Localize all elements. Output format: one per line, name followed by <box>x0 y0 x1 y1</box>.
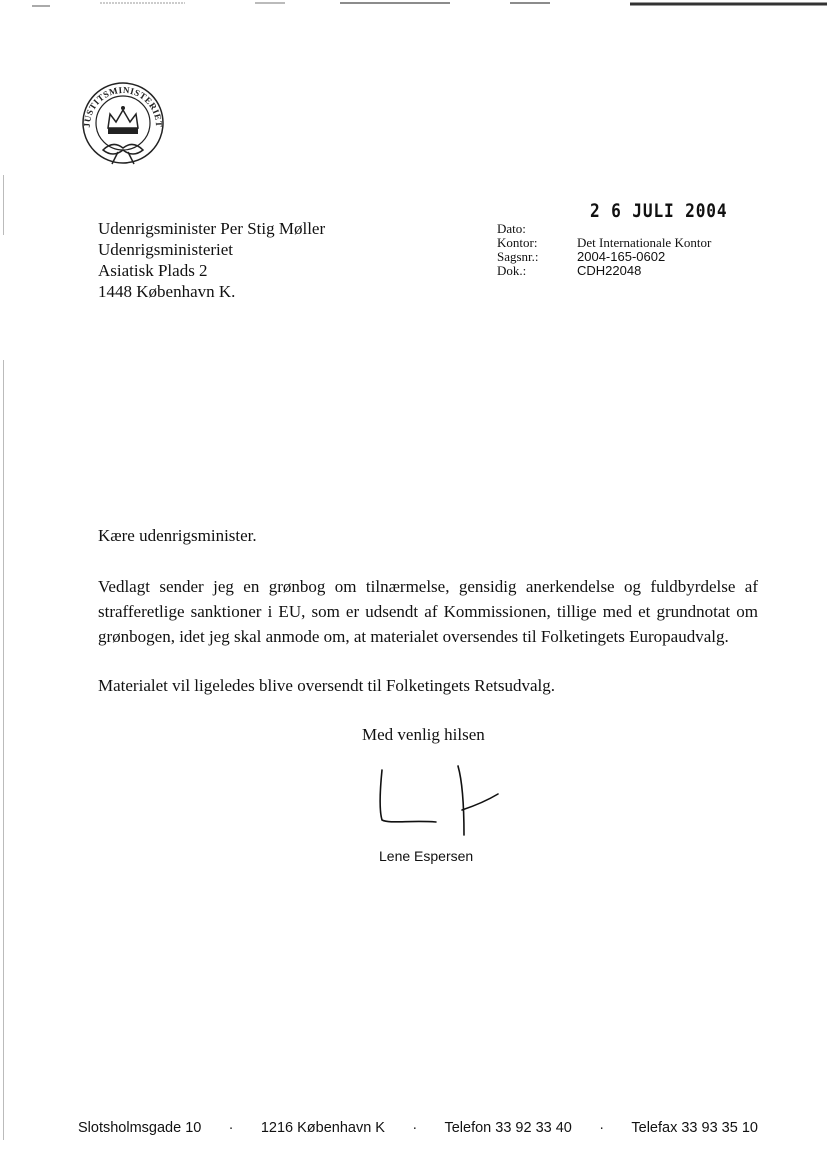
meta-label: Sagsnr.: <box>497 249 539 264</box>
meta-value: CDH22048 <box>577 263 642 278</box>
recipient-address <box>98 218 325 302</box>
meta-value: Det Internationale Kontor <box>577 235 712 250</box>
meta-row-case-number <box>497 250 711 264</box>
recipient-name: Udenrigsminister Per Stig Møller <box>98 219 326 238</box>
footer-city: 1216 København K <box>260 1120 385 1136</box>
recipient-street: Asiatisk Plads 2 <box>98 261 208 280</box>
scan-margin-line <box>3 175 4 235</box>
svg-text:JUSTITSMINISTERIET: JUSTITSMINISTERIET <box>81 84 165 128</box>
footer-separator: · <box>228 1120 234 1136</box>
meta-row-date <box>497 222 711 236</box>
meta-row-document <box>497 264 711 278</box>
letter-closing: Med venlig hilsen <box>362 725 485 744</box>
letter-salutation: Kære udenrigsminister. <box>98 526 257 545</box>
meta-value: 2004-165-0602 <box>577 249 666 264</box>
footer-address: Slotsholmsgade 10 <box>78 1120 202 1136</box>
date-stamp: 2 6 JULI 2004 <box>590 200 728 222</box>
letter-paragraph: Materialet vil ligeledes blive oversendt til Folketingets Retsudvalg. <box>98 676 556 695</box>
recipient-city: 1448 København K. <box>98 282 236 301</box>
meta-label: Kontor: <box>497 235 538 250</box>
meta-label: Dato: <box>497 221 526 236</box>
letter-paragraph: Vedlagt sender jeg en grønbog om tilnærmelse, gensidig anerkendelse og fuldbyrdelse af strafferetlige sanktioner i EU, som er udsendt af Kommissionen, tillige med et grundnotat om grønbogen, idet jeg skal anmode om, at materialet oversendes til Folketingets Europaudvalg. <box>98 577 758 646</box>
footer-separator: · <box>412 1120 418 1136</box>
footer-separator: · <box>599 1120 605 1136</box>
letterhead-footer <box>78 1120 758 1136</box>
meta-row-office <box>497 236 711 250</box>
handwritten-signature <box>370 760 510 840</box>
ministry-seal-icon <box>78 78 168 168</box>
footer-phone: Telefon 33 92 33 40 <box>444 1120 572 1136</box>
recipient-organization: Udenrigsministeriet <box>98 240 234 259</box>
document-metadata <box>497 222 711 278</box>
meta-label: Dok.: <box>497 263 527 278</box>
signer-name: Lene Espersen <box>379 848 474 864</box>
footer-fax: Telefax 33 93 35 10 <box>631 1120 758 1136</box>
scan-artifact-top <box>0 0 827 10</box>
scan-margin-line <box>3 360 4 1140</box>
